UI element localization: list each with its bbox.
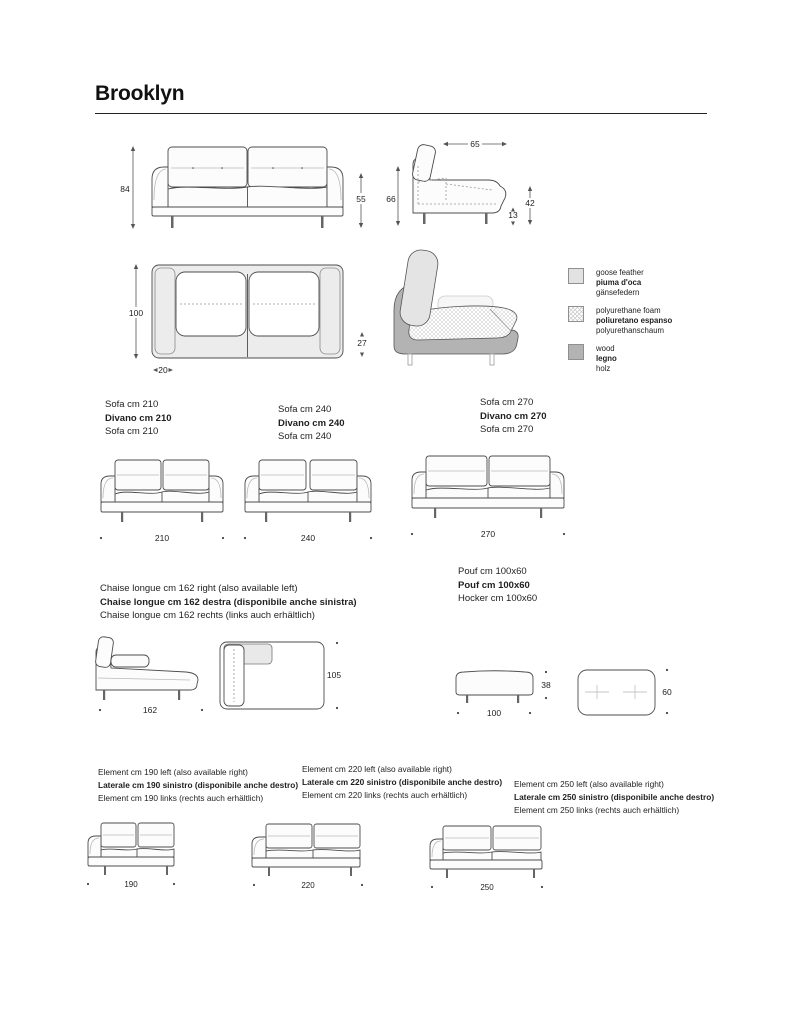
sofa-front-outline xyxy=(152,147,343,228)
chaise-side-drawing xyxy=(90,634,210,722)
dim-220-label: 220 xyxy=(301,881,315,890)
page-title: Brooklyn xyxy=(95,82,185,105)
dim-84-label: 84 xyxy=(120,184,130,194)
label-en: Sofa cm 210 xyxy=(105,399,159,410)
legend-label-en: polyurethane foam xyxy=(596,306,661,315)
label-it: Laterale cm 220 sinistro (disponibile anche destro) xyxy=(302,777,503,787)
dim-42-label: 42 xyxy=(525,198,535,208)
wood-swatch xyxy=(568,344,584,360)
dim-190-label: 190 xyxy=(124,880,138,889)
dim-27-label: 27 xyxy=(357,338,367,348)
legend-label-it: legno xyxy=(596,354,617,363)
legend-label-de: holz xyxy=(596,364,611,373)
pouf-plan-drawing xyxy=(573,663,678,721)
dim-65-label: 65 xyxy=(470,139,480,149)
front-view-drawing xyxy=(118,140,370,235)
label-de: Hocker cm 100x60 xyxy=(458,593,538,604)
pouf-label-block xyxy=(458,565,537,606)
sofa-plan-outline xyxy=(152,265,343,358)
chaise-label-block xyxy=(100,582,357,623)
cutaway-view-drawing xyxy=(378,246,568,370)
dim-270-label: 270 xyxy=(480,529,496,539)
label-en: Pouf cm 100x60 xyxy=(458,566,527,577)
label-en: Sofa cm 270 xyxy=(480,397,534,408)
legend-label-de: gänsefedern xyxy=(596,288,640,297)
dim-leg-height xyxy=(508,208,518,226)
dim-162-label: 162 xyxy=(142,705,158,715)
label-en: Element cm 190 left (also available right) xyxy=(98,767,248,777)
dim-100-label: 100 xyxy=(486,708,502,718)
page-header xyxy=(95,82,707,114)
label-de: Sofa cm 270 xyxy=(480,424,534,435)
sofa-270-drawing xyxy=(410,452,566,544)
label-de: Element cm 190 links (rechts auch erhältlich) xyxy=(98,793,264,803)
element-190-label-block xyxy=(98,766,298,805)
legend-item-wood xyxy=(568,344,708,374)
label-it: Divano cm 240 xyxy=(278,417,345,429)
dim-210-label: 210 xyxy=(154,533,170,543)
legend-label-en: goose feather xyxy=(596,268,644,277)
label-de: Element cm 220 links (rechts auch erhältlich) xyxy=(302,790,468,800)
legend-item-polyurethane-foam xyxy=(568,306,708,336)
dim-plan-depth xyxy=(126,264,146,359)
sofa-leg xyxy=(408,354,412,365)
label-de: Sofa cm 210 xyxy=(105,426,159,437)
label-it: Pouf cm 100x60 xyxy=(458,579,530,591)
dim-105-label: 105 xyxy=(326,670,342,680)
label-de: Sofa cm 240 xyxy=(278,431,332,442)
materials-legend xyxy=(568,268,708,382)
goose-feather-swatch xyxy=(568,268,584,284)
dim-240-label: 240 xyxy=(300,533,316,543)
dim-20-label: 20 xyxy=(158,365,168,375)
sofa-side-outline xyxy=(411,144,505,224)
element-220-label-block xyxy=(302,763,502,802)
sofa-270-label-block xyxy=(480,396,547,437)
element-250-label-block xyxy=(514,778,714,817)
dim-seat-front-height xyxy=(524,186,536,225)
legend-label-en: wood xyxy=(596,344,615,353)
pouf-front-drawing xyxy=(450,666,555,724)
sofa-240-drawing xyxy=(243,456,373,548)
sofa-240-label-block xyxy=(278,403,345,444)
sofa-210-drawing xyxy=(99,456,225,548)
side-view-drawing xyxy=(384,136,536,236)
dim-back-height xyxy=(386,166,400,226)
sofa-leg xyxy=(321,216,324,228)
dim-seat-edge xyxy=(357,332,367,357)
legend-label-it: piuma d'oca xyxy=(596,278,642,287)
label-it: Laterale cm 250 sinistro (disponibile anche destro) xyxy=(514,792,715,802)
chaise-plan-drawing xyxy=(216,636,346,720)
legend-item-goose-feather xyxy=(568,268,708,298)
element-250-drawing xyxy=(426,824,546,896)
dim-38-label: 38 xyxy=(541,680,551,690)
dim-100-label: 100 xyxy=(128,308,144,318)
dim-250-label: 250 xyxy=(480,883,494,892)
label-en: Chaise longue cm 162 right (also available left) xyxy=(100,583,298,594)
label-en: Element cm 250 left (also available right) xyxy=(514,779,664,789)
label-it: Divano cm 210 xyxy=(105,412,172,424)
dim-55-label: 55 xyxy=(356,194,366,204)
plan-view-drawing xyxy=(122,258,374,380)
dim-66-label: 66 xyxy=(386,194,396,204)
label-it: Laterale cm 190 sinistro (disponibile anche destro) xyxy=(98,780,299,790)
legend-label-it: poliuretano espanso xyxy=(596,316,673,325)
dim-total-height xyxy=(120,146,135,229)
polyurethane-foam-swatch xyxy=(568,306,584,322)
dim-depth xyxy=(443,139,507,150)
label-de: Chaise longue cm 162 rechts (links auch erhältlich) xyxy=(100,610,315,621)
sofa-leg xyxy=(171,216,174,228)
element-190-drawing xyxy=(86,821,176,893)
label-it: Divano cm 270 xyxy=(480,410,547,422)
dim-arm-height xyxy=(354,173,368,228)
element-220-drawing xyxy=(250,822,366,894)
label-en: Element cm 220 left (also available right) xyxy=(302,764,452,774)
legend-label-de: polyurethanschaum xyxy=(596,326,665,335)
dim-60-label: 60 xyxy=(662,687,672,697)
dim-13-label: 13 xyxy=(508,210,518,220)
dim-leg-inset xyxy=(153,365,173,375)
label-de: Element cm 250 links (rechts auch erhältlich) xyxy=(514,805,680,815)
sofa-210-label-block xyxy=(105,398,172,439)
label-en: Sofa cm 240 xyxy=(278,404,332,415)
sofa-leg xyxy=(490,354,494,365)
label-it: Chaise longue cm 162 destra (disponibile anche sinistra) xyxy=(100,596,357,608)
